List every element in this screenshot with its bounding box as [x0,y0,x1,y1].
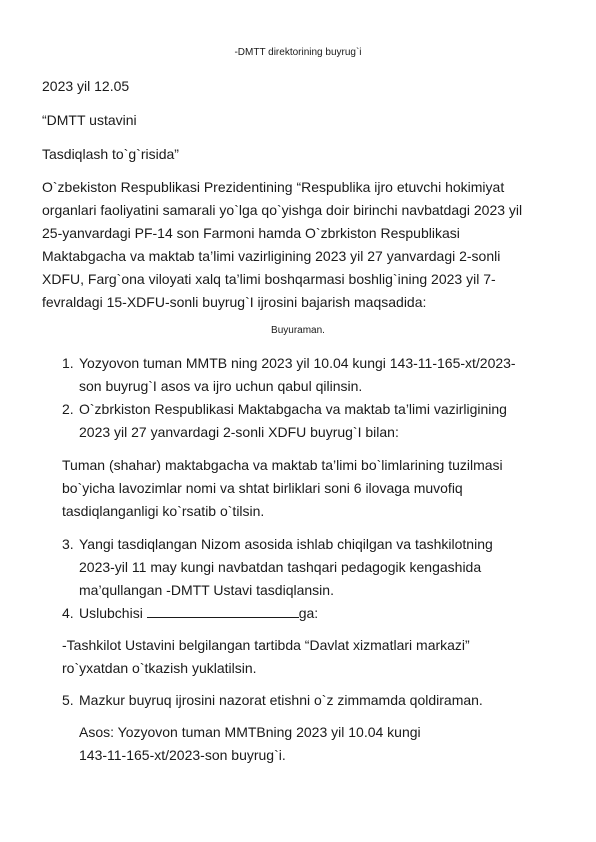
detail-line: bo`yicha lavozimlar nomi va shtat birliklari soni 6 ilovaga muvofiq [62,480,463,496]
detail-line: ro`yxatdan o`tkazish yuklatilsin. [62,660,257,676]
subject-line-1: “DMTT ustavini [42,112,137,128]
list-item-number: 1. [62,355,74,371]
document-date: 2023 yil 12.05 [42,78,130,94]
blank-fill-line [147,603,299,618]
detail-line: -Tashkilot Ustavini belgilangan tartibda “Davlat xizmatlari markazi” [62,637,470,653]
preamble-line: O`zbekiston Respublikasi Prezidentining “Respublika ijro etuvchi hokimiyat [42,179,505,195]
detail-line: tasdiqlanganligi ko`rsatib o`tilsin. [62,503,265,519]
order-word: Buyuraman. [271,325,325,336]
list-item-text: son buyrug`I asos va ijro uchun qabul qilinsin. [79,378,363,394]
document-header: -DMTT direktorining buyrug`i [234,47,362,58]
list-item-text [79,602,318,624]
list-item-text: Yangi tasdiqlangan Nizom asosida ishlab chiqilgan va tashkilotning [79,536,493,552]
basis-line: Asos: Yozyovon tuman MMTBning 2023 yil 10.04 kungi [79,724,421,740]
item-4-prefix: Uslubchisi [79,605,147,621]
item-4-suffix: ga: [298,605,319,621]
list-item-number: 4. [62,605,74,621]
list-item-text: 2023 yil 27 yanvardagi 2-sonli XDFU buyrug`I bilan: [79,424,399,440]
list-item-text: Yozyovon tuman MMTB ning 2023 yil 10.04 kungi 143-11-165-xt/2023- [79,355,516,371]
basis-line: 143-11-165-xt/2023-son buyrug`i. [79,747,286,763]
preamble-line: organlari faoliyatini samarali yo`lga qo`yishga doir birinchi navbatdagi 2023 yil [42,202,523,218]
detail-line: Tuman (shahar) maktabgacha va maktab ta’limi bo`limlarining tuzilmasi [62,457,503,473]
list-item-text: Mazkur buyruq ijrosini nazorat etishni o`z zimmamda qoldiraman. [79,692,483,708]
list-item-number: 2. [62,401,74,417]
list-item-text: O`zbrkiston Respublikasi Maktabgacha va maktab ta’limi vazirligining [79,401,507,417]
subject-line-2: Tasdiqlash to`g`risida” [42,146,179,162]
list-item-number: 3. [62,536,74,552]
list-item-text: ma’qullangan -DMTT Ustavi tasdiqlansin. [79,582,334,598]
list-item-text: 2023-yil 11 may kungi navbatdan tashqari pedagogik kengashida [79,559,482,575]
preamble-line: Maktabgacha va maktab ta’limi vazirligining 2023 yil 27 yanvardagi 2-sonli [42,248,501,264]
list-item-number: 5. [62,692,74,708]
preamble-line: 25-yanvardagi PF-14 son Farmoni hamda O`zbrkiston Respublikasi [42,225,460,241]
preamble-line: fevraldagi 15-XDFU-sonli buyrug`I ijrosini bajarish maqsadida: [42,294,427,310]
preamble-line: XDFU, Farg`ona viloyati xalq ta’limi boshqarmasi boshlig`ining 2023 yil 7- [42,271,496,287]
